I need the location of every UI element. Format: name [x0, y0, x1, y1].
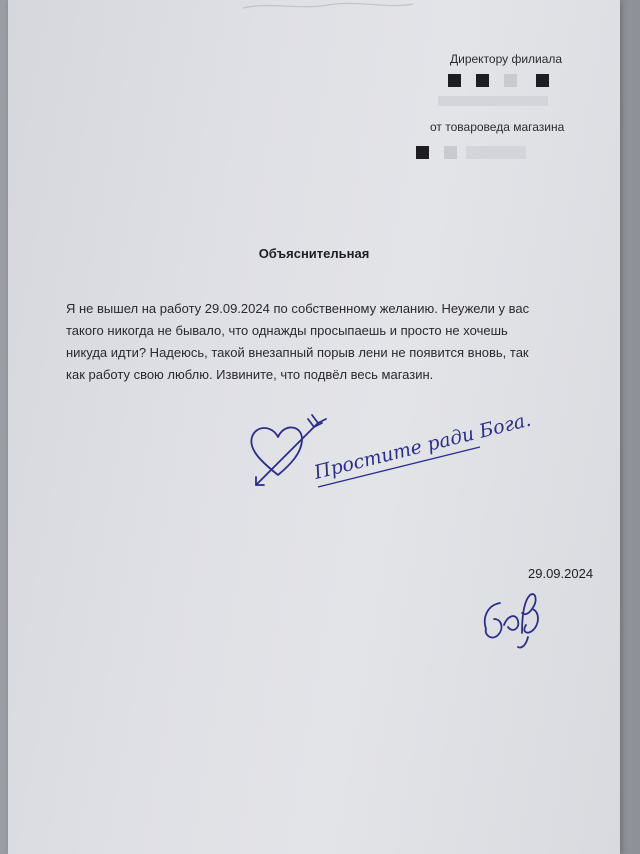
director-label: Директору филиала — [450, 52, 563, 66]
handwritten-note: Простите ради Бога. — [311, 408, 534, 484]
body-line: такого никогда не бывало, что однажды просыпаешь и просто не хочешь — [66, 323, 508, 338]
redacted-name-block — [444, 146, 457, 159]
arrow-drawing — [256, 423, 318, 485]
redacted-name-block — [466, 146, 526, 159]
redacted-name-block — [536, 74, 549, 87]
from-label: от товароведа магазина — [430, 120, 565, 134]
addressee-block — [8, 0, 620, 200]
redacted-name-block — [476, 74, 489, 87]
signature — [478, 585, 548, 655]
body-line: Я не вышел на работу 29.09.2024 по собственному желанию. Неужели у вас — [66, 301, 530, 316]
redacted-name-block — [504, 74, 517, 87]
document-date: 29.09.2024 — [528, 566, 594, 581]
explanation-body — [66, 298, 566, 386]
body-line: как работу свою люблю. Извините, что подвёл весь магазин. — [66, 367, 434, 382]
redacted-line — [438, 96, 548, 106]
document-title: Объяснительная — [258, 246, 370, 261]
redacted-name-block — [448, 74, 461, 87]
heart-drawing — [251, 427, 302, 475]
handwritten-heart-note — [238, 405, 534, 505]
body-line: никуда идти? Надеюсь, такой внезапный порыв лени не появится вновь, так — [66, 345, 529, 360]
paper-sheet — [8, 0, 620, 854]
redacted-name-block — [416, 146, 429, 159]
